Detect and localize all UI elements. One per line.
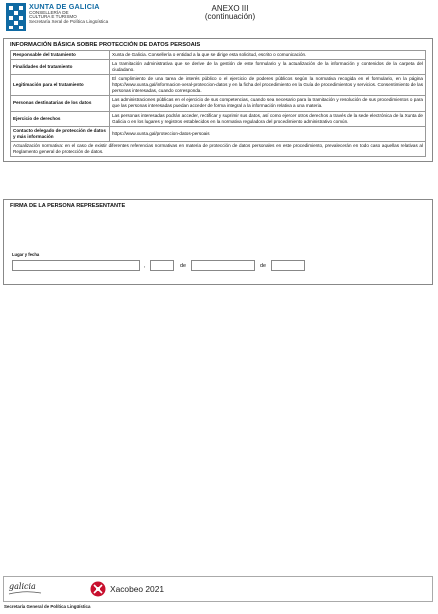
table-row: [11, 96, 426, 111]
table-row: [11, 111, 426, 126]
logo-line-1: CONSELLERÍA DE: [29, 9, 69, 15]
signature-title: FIRMA DE LA PERSONA REPRESENTANTE: [10, 203, 126, 209]
de-separator-2: de: [260, 263, 266, 269]
row-label: Ejercicio de derechos: [11, 111, 110, 126]
data-protection-section: [3, 38, 433, 162]
day-input[interactable]: [150, 260, 174, 271]
row-label: Contacto delegado de protección de datos y más información: [11, 126, 110, 141]
annex-title-sub: (continuación): [204, 12, 256, 22]
row-value: Xunta de Galicia. Consellería o entidad a la que se dirige esta solicitud, escrito o comunicación.: [110, 51, 426, 60]
table-row: [11, 126, 426, 141]
row-value: Las personas interesadas podrán acceder, rectificar y suprimir sus datos, así como ejercer otros derechos a través de la sede electrónica de la Xunta de Galicia o en los lugares y registros establecidos en la normativa reguladora del procedimiento administrativo común.: [110, 111, 426, 126]
footer-note: Secretaría General de Política Lingüística: [4, 604, 91, 609]
place-date-label: Lugar y fecha: [12, 252, 40, 257]
row-value: Las administraciones públicas en el ejercicio de sus competencias, cuando sea necesario para la tramitación y resolución de sus procedimientos o para que las personas interesadas puedan acceder de forma integral a la información relativa a una materia.: [110, 96, 426, 111]
xacobeo-cross-icon: [90, 581, 106, 597]
row-value: La tramitación administrativa que se derive de la gestión de este formulario y la actualización de la información y contenidos de la carpeta del ciudadano.: [110, 60, 426, 75]
footer-logos-box: [3, 576, 433, 602]
table-row: [11, 60, 426, 75]
row-label: Finalidades del tratamiento: [11, 60, 110, 75]
update-note: Actualización normativa: en el caso de existir diferentes referencias normativas en materia de protección de datos personales en este procedimiento, prevalecerán en todo caso aquellas relativas al Reglamento general de protección de datos.: [11, 141, 426, 156]
logo-line-3: Secretaría Xeral de Política Lingüística: [29, 19, 109, 25]
row-label: Legitimación para el tratamiento: [11, 75, 110, 96]
xacobeo-logo-text: Xacobeo 2021: [110, 584, 165, 594]
logo-title: XUNTA DE GALICIA: [29, 2, 100, 11]
year-input[interactable]: [271, 260, 305, 271]
row-label: Personas destinatarias de los datos: [11, 96, 110, 111]
data-protection-heading: INFORMACIÓN BÁSICA SOBRE PROTECCIÓN DE DATOS PERSOAIS: [10, 42, 201, 48]
annex-title: [186, 5, 274, 22]
annex-title-main: ANEXO III: [211, 4, 249, 13]
month-input[interactable]: [191, 260, 255, 271]
galicia-swoosh-icon: [8, 591, 42, 595]
galicia-logo: galicia: [9, 582, 36, 591]
xunta-logo: [6, 3, 156, 37]
table-row: [11, 75, 426, 96]
row-label: Responsable del tratamiento: [11, 51, 110, 60]
logo-line-2: CULTURA E TURISMO: [29, 14, 77, 20]
place-input[interactable]: [12, 260, 140, 271]
de-separator-1: de: [180, 263, 186, 269]
row-value: El cumplimiento de una tarea de interés público o el ejercicio de poderes públicos según la normativa recogida en el formulario, en la página https://www.xunta.gal/informacion-xeral-proteccion-datos y en la ficha del procedimiento en la Guía de procedimientos y servicios. Consentimiento de las personas interesadas, cuando corresponda.: [110, 75, 426, 96]
table-row: [11, 51, 426, 60]
signature-section: [3, 199, 433, 285]
row-value-link[interactable]: https://www.xunta.gal/proteccion-datos-persoais: [110, 126, 426, 141]
data-protection-table: [10, 50, 426, 157]
xunta-cross-icon: [6, 3, 26, 31]
table-row: [11, 141, 426, 156]
comma-separator: ,: [144, 263, 146, 269]
